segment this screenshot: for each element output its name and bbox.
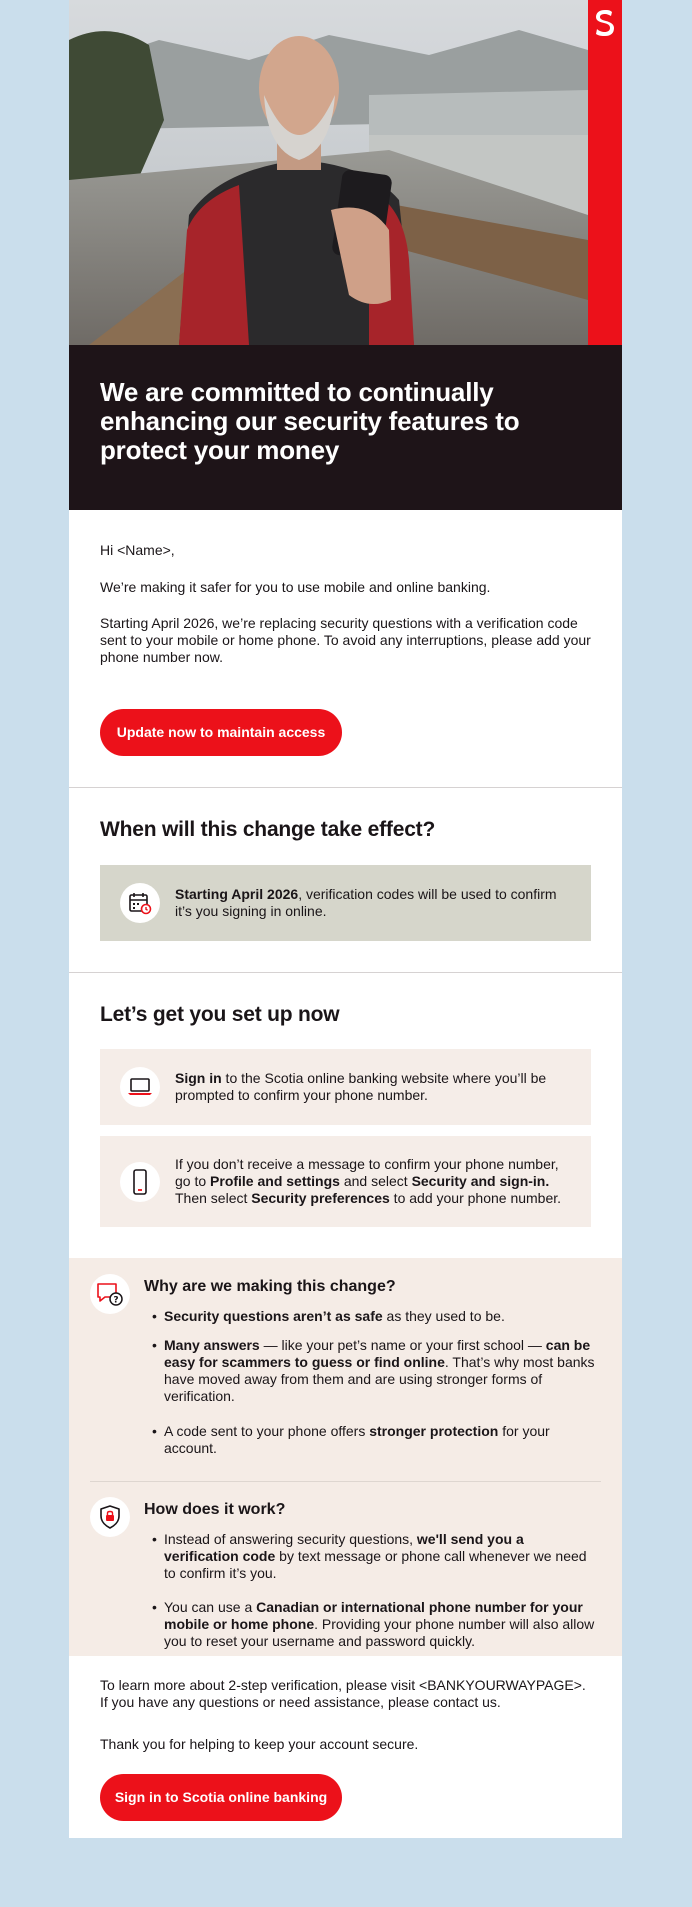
when-section (69, 788, 622, 941)
why-b2-bold1: Many answers (164, 1337, 260, 1353)
why-b1-bold: Security questions aren’t as safe (164, 1308, 383, 1324)
list-item (144, 1337, 601, 1405)
how-b1-pre: Instead of answering security questions, (164, 1531, 417, 1547)
list-item (144, 1599, 601, 1650)
shield-lock-icon-wrap (90, 1497, 130, 1537)
setup-step-profile-text (175, 1156, 571, 1207)
intro-lead: We’re making it safer for you to use mobile and online banking. (100, 579, 491, 595)
svg-text:?: ? (113, 1295, 119, 1306)
calendar-clock-icon (128, 891, 152, 915)
why-content (144, 1277, 601, 1469)
email-container (69, 0, 622, 1838)
when-heading: When will this change take effect? (100, 818, 436, 841)
shield-lock-icon (99, 1505, 121, 1529)
list-item (144, 1308, 601, 1325)
setup-step-profile (100, 1136, 591, 1227)
title-band (69, 345, 622, 510)
why-list (144, 1308, 601, 1457)
how-content (144, 1500, 601, 1662)
intro-section (69, 510, 622, 666)
learn-more-text: To learn more about 2-step verification, please visit <BANKYOURWAYPAGE>. If you have any questions or need assistance, please contact us. (100, 1677, 586, 1710)
brand-band (588, 0, 622, 345)
setup-step-signin-text (175, 1070, 571, 1104)
setup-section (69, 973, 622, 1227)
scotiabank-s-icon (592, 8, 618, 38)
when-text-bold: Starting April 2026 (175, 886, 299, 902)
profile-text-1: If you don’t receive a message to confirm your phone number, go to (175, 1156, 559, 1189)
why-b1-rest: as they used to be. (382, 1308, 505, 1324)
profile-bold-1: Profile and settings (210, 1173, 340, 1189)
how-b2-pre: You can use a (164, 1599, 257, 1615)
mobile-phone-icon (132, 1169, 148, 1195)
when-text (175, 886, 571, 920)
when-text-rest: , verification codes will be used to confirm it’s you signing in online. (175, 886, 557, 919)
why-b3-pre: A code sent to your phone offers (164, 1423, 370, 1439)
signin-rest: to the Scotia online banking website where you’ll be prompted to confirm your phone number. (175, 1070, 547, 1103)
laptop-icon (127, 1077, 153, 1097)
outro-section (69, 1656, 622, 1753)
why-heading: Why are we making this change? (144, 1278, 396, 1295)
signin-bold: Sign in (175, 1070, 222, 1086)
how-list (144, 1531, 601, 1650)
why-separator (90, 1481, 601, 1482)
hero-photo (69, 0, 588, 345)
sign-in-button[interactable]: Sign in to Scotia online banking (100, 1774, 342, 1821)
profile-text-3: Then select (175, 1190, 252, 1206)
setup-step-signin (100, 1049, 591, 1125)
chat-question-icon-wrap (90, 1274, 130, 1314)
update-now-button[interactable]: Update now to maintain access (100, 709, 342, 756)
how-heading: How does it work? (144, 1501, 286, 1518)
why-b2-mid: — like your pet’s name or your first school — (259, 1337, 546, 1353)
how-b2-rest: . Providing your phone number will also allow you to reset your username and password quickly. (164, 1616, 595, 1649)
setup-heading: Let’s get you set up now (100, 1003, 340, 1026)
hero-banner (69, 0, 622, 345)
profile-bold-2: Security and sign-in. (411, 1173, 550, 1189)
chat-question-icon (96, 1281, 124, 1307)
why-b3-bold: stronger protection (369, 1423, 499, 1439)
how-b1-rest: by text message or phone call whenever we need to confirm it’s you. (164, 1548, 587, 1581)
calendar-clock-icon-wrap (120, 883, 160, 923)
why-how-panel (69, 1258, 622, 1656)
list-item (144, 1423, 601, 1457)
how-block (90, 1500, 601, 1662)
intro-body: Starting April 2026, we’re replacing security questions with a verification code sent to your mobile or home phone. To avoid any interruptions, please add your phone number now. (100, 615, 591, 665)
how-b1-bold: we'll send you a verification code (164, 1531, 524, 1564)
laptop-icon-wrap (120, 1067, 160, 1107)
page-title: We are committed to continually enhancing our security features to protect your money (100, 377, 520, 465)
when-info-box (100, 865, 591, 941)
list-item (144, 1531, 601, 1582)
profile-bold-3: Security preferences (251, 1190, 390, 1206)
greeting: Hi <Name>, (100, 542, 175, 558)
why-block (90, 1277, 601, 1469)
profile-text-4: to add your phone number. (389, 1190, 562, 1206)
why-b3-rest: for your account. (164, 1423, 550, 1456)
profile-text-2: and select (339, 1173, 412, 1189)
mobile-phone-icon-wrap (120, 1162, 160, 1202)
how-b2-bold: Canadian or international phone number for your mobile or home phone (164, 1599, 583, 1632)
why-b2-rest: . That’s why most banks have moved away from them and are using stronger forms of verification. (164, 1354, 595, 1404)
thanks-text: Thank you for helping to keep your account secure. (100, 1736, 419, 1752)
why-b2-bold2: can be easy for scammers to guess or find online (164, 1337, 591, 1370)
